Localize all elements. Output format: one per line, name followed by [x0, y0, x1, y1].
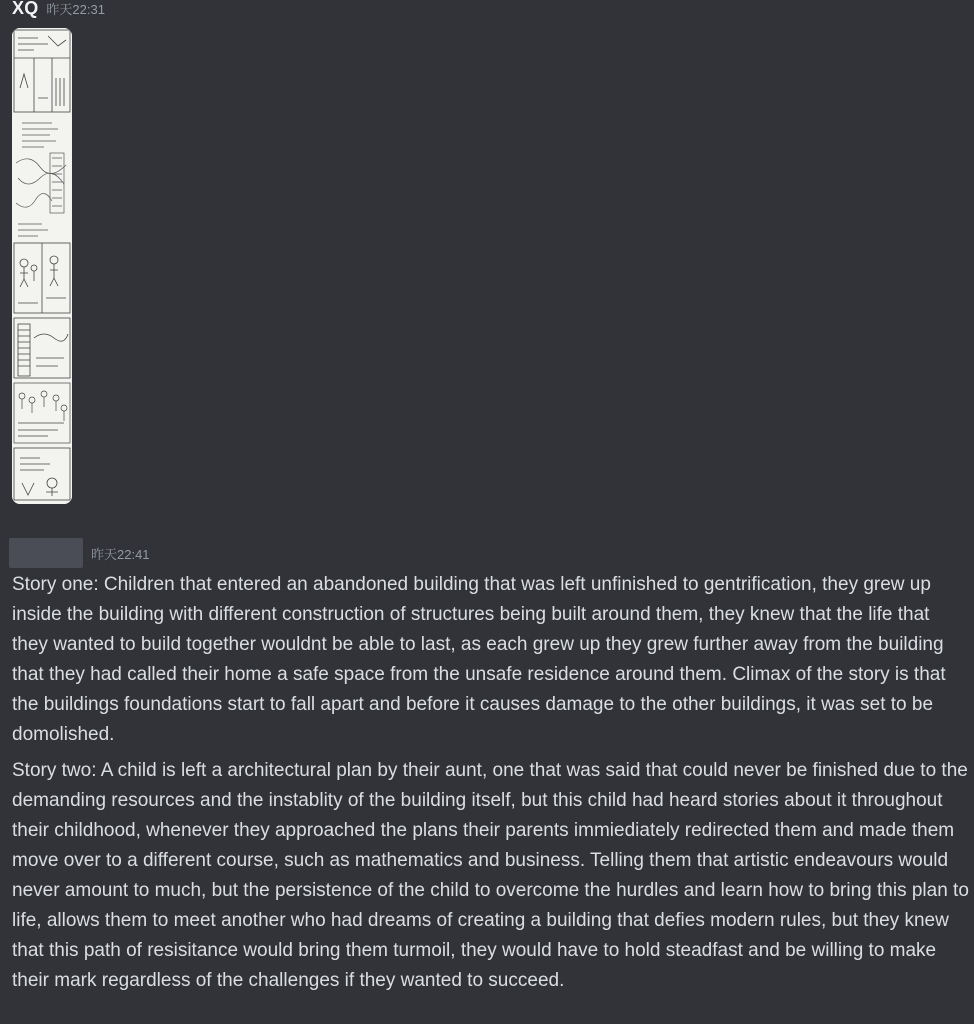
username[interactable]: XQ — [12, 0, 39, 18]
message-paragraph-story-two: Story two: A child is left a architectural plan by their aunt, one that was said that could never be finished due to the demanding resources and the instablity of the building itself, but this child had heard stories about it throughout their childhood, whenever they approached the plans their parents immiediately redirected them and made them move over to a different course, such as mathematics and business. Telling them that artistic endeavours would never amount to much, but the persistence of the child to overcome the hurdles and learn how to bring this plan to life, allows them to meet another who had dreams of creating a building that defies modern rules, but they knew that this path of resisitance would bring them turmoil, they would have to hold steadfast and be willing to make their mark regardless of the challenges if they wanted to succeed. — [12, 760, 969, 991]
timestamp[interactable]: 昨天22:31 — [46, 2, 105, 17]
timestamp[interactable]: 昨天22:41 — [91, 546, 150, 562]
message-header-2 — [9, 538, 150, 568]
message-group-1 — [12, 0, 105, 20]
message-content — [12, 570, 970, 1002]
message-header — [12, 0, 105, 20]
redacted-username[interactable] — [9, 538, 83, 568]
message-paragraph-story-one: Story one: Children that entered an abandoned building that was left unfinished to gentrification, they grew up inside the building with different construction of structures being built around them, they knew that the life that they wanted to build together wouldnt be able to last, as each grew up they grew further away from the building that they had called their home a safe space from the unsafe residence around them. Climax of the story is that the buildings foundations start to fall apart and before it causes damage to the other buildings, it was set to be domolished. — [12, 574, 946, 745]
image-attachment[interactable] — [12, 28, 72, 504]
comic-strip-thumbnail — [12, 28, 72, 504]
